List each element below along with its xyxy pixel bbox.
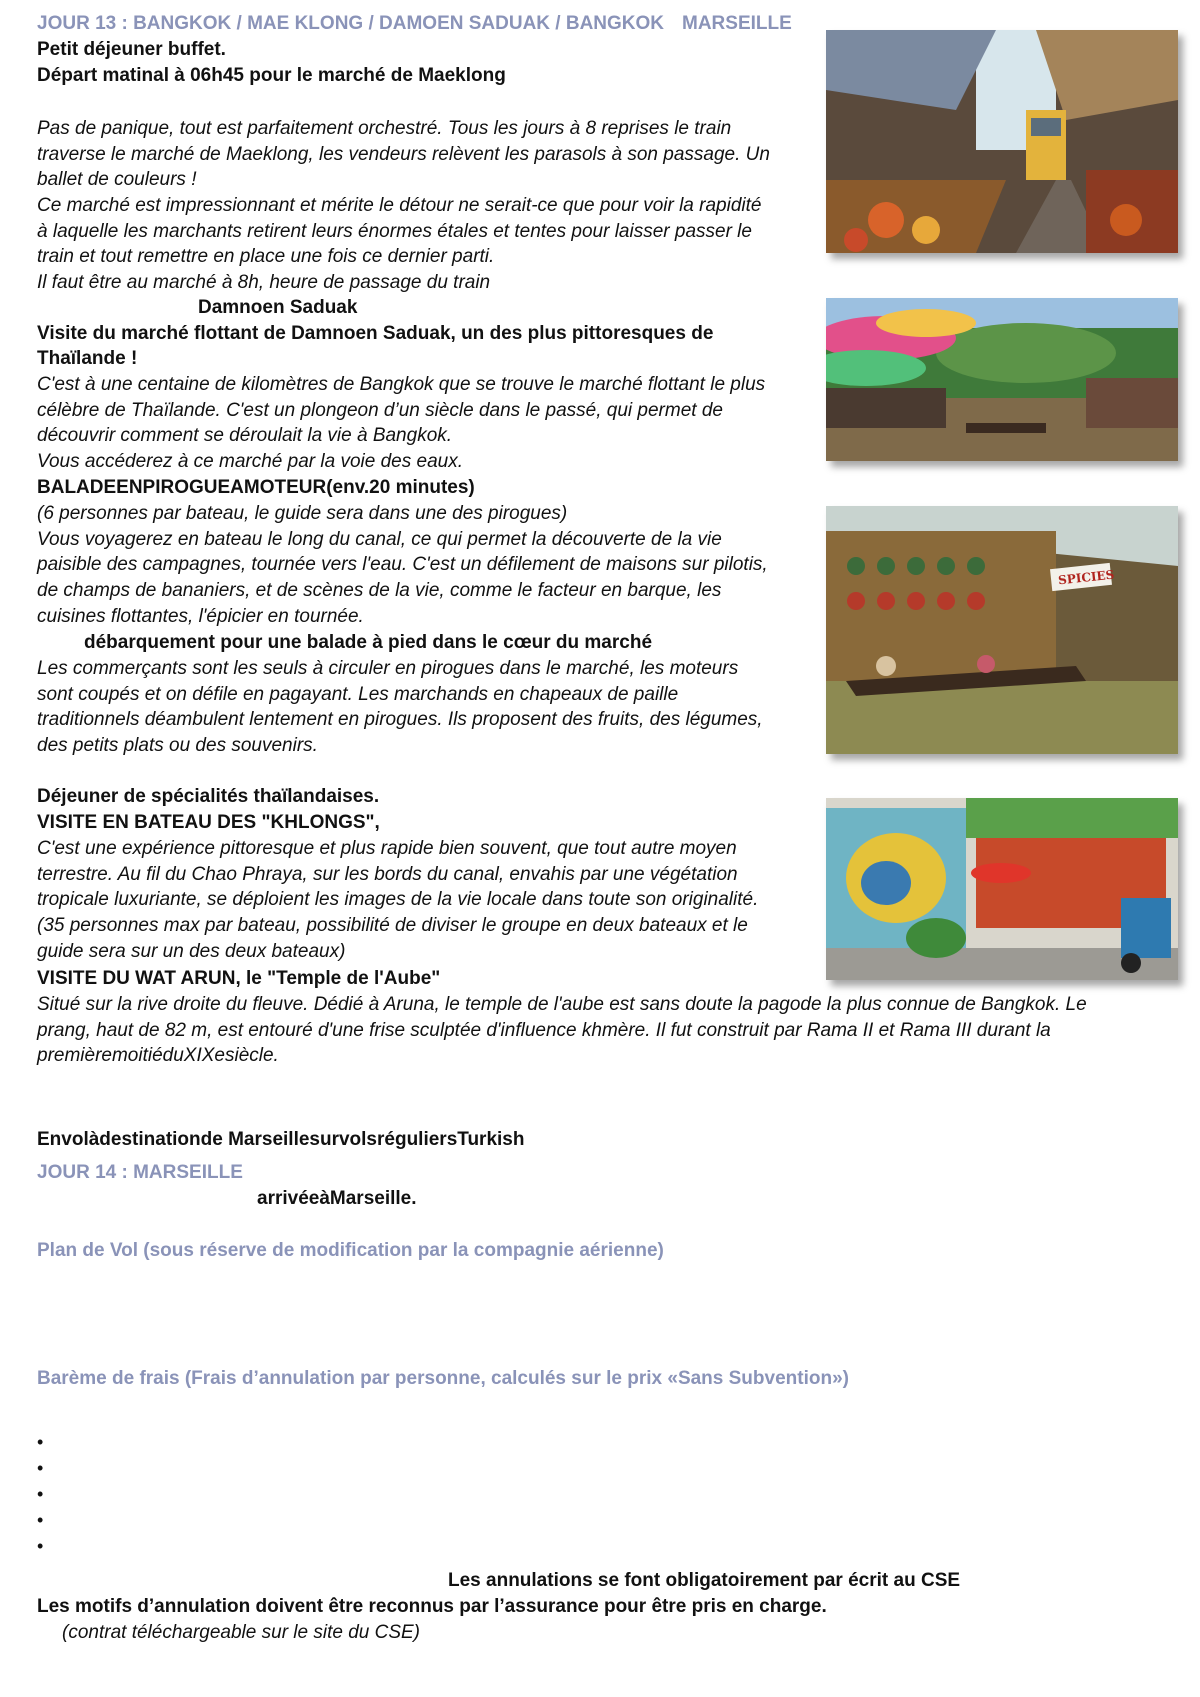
bullet-item: •	[37, 1484, 44, 1504]
bullet-item: •	[37, 1458, 44, 1478]
maeklong-line: ballet de couleurs !	[37, 169, 197, 191]
khlong-street-photo	[826, 798, 1178, 980]
cancellation-contract: (contrat téléchargeable sur le site du CSE)	[62, 1622, 421, 1643]
train-market-photo	[826, 30, 1178, 253]
floating-market-photo	[826, 298, 1178, 461]
maeklong-line: Il faut être au marché à 8h, heure de passage du train	[37, 272, 491, 294]
pirogue-paragraph	[37, 501, 768, 629]
landing-line: sont coupés et on défile en pagayant. Les marchands en chapeaux de paille	[37, 683, 679, 705]
maeklong-line: Pas de panique, tout est parfaitement orchestré. Tous les jours à 8 reprises le train	[37, 118, 732, 139]
arrival: arrivéeàMarseille.	[257, 1188, 417, 1209]
damnoen-heading: Damnoen Saduak	[198, 297, 358, 318]
pirogue-line: de champs de bananiers, et de scènes de la vie, comme le facteur en barque, les	[37, 580, 722, 602]
khlongs-line: (35 personnes max par bateau, possibilité de diviser le groupe en deux bateaux et le	[37, 915, 748, 937]
maeklong-line: traverse le marché de Maeklong, les vendeurs relèvent les parasols à son passage. Un	[37, 143, 770, 165]
pirogue-line: (6 personnes par bateau, le guide sera dans une des pirogues)	[37, 503, 568, 524]
khlong-street-illustration	[826, 798, 1178, 980]
floating-visit-heading-2: Thaïlande !	[37, 348, 138, 369]
khlongs-heading: VISITE EN BATEAU DES "KHLONGS",	[37, 812, 380, 833]
bullet-item: •	[37, 1510, 44, 1530]
landing-heading: débarquement pour une balade à pied dans le cœur du marché	[84, 632, 653, 653]
lunch: Déjeuner de spécialités thaïlandaises.	[37, 786, 380, 807]
cancellation-reasons: Les motifs d’annulation doivent être reconnus par l’assurance pour être pris en charge.	[37, 1596, 827, 1617]
day14-title: JOUR 14 : MARSEILLE	[37, 1162, 243, 1183]
spice-boats-photo	[826, 506, 1178, 754]
maeklong-line: à laquelle les marchants retirent leurs énormes étales et tentes pour laisser passer le	[37, 220, 752, 242]
landing-line: des petits plats ou des souvenirs.	[37, 735, 318, 757]
departure: Départ matinal à 06h45 pour le marché de Maeklong	[37, 65, 506, 86]
floating-line: découvrir comment se déroulait la vie à Bangkok.	[37, 425, 453, 447]
wat-line: premièremoitiéduXIXesiècle.	[37, 1045, 279, 1067]
khlongs-line: terrestre. Au fil du Chao Phraya, sur les bords du canal, envahis par une végétation	[37, 863, 738, 885]
floating-line: Vous accéderez à ce marché par la voie des eaux.	[37, 451, 463, 473]
wat-arun-paragraph	[37, 992, 1087, 1069]
train-market-illustration	[826, 30, 1178, 253]
khlongs-line: tropicale luxuriante, se déploient les images de la vie locale dans toute son originalité.	[37, 889, 759, 911]
floating-market-illustration	[826, 298, 1178, 461]
flight-departure: Envolàdestinationde MarseillesurvolsréguliersTurkish	[37, 1129, 525, 1150]
floating-visit-heading: Visite du marché flottant de Damnoen Saduak, un des plus pittoresques de	[37, 323, 714, 344]
landing-line: traditionnels déambulent lentement en pirogues. Ils proposent des fruits, des légumes,	[37, 709, 763, 731]
bullet-item: •	[37, 1536, 44, 1556]
floating-line: C'est à une centaine de kilomètres de Bangkok que se trouve le marché flottant le plus	[37, 374, 766, 395]
day13-title-city: MARSEILLE	[682, 13, 792, 34]
bullet-item: •	[37, 1432, 44, 1452]
pirogue-line: paisible des campagnes, tournée vers l'eau. C'est un défilement de maisons sur pilotis,	[37, 554, 768, 576]
flight-plan-heading: Plan de Vol (sous réserve de modification par la compagnie aérienne)	[37, 1240, 664, 1261]
maeklong-line: train et tout remettre en place une fois ce dernier parti.	[37, 246, 495, 268]
khlongs-paragraph	[37, 836, 758, 964]
breakfast: Petit déjeuner buffet.	[37, 39, 226, 60]
landing-line: Les commerçants sont les seuls à circuler en pirogues dans le marché, les moteurs	[37, 658, 739, 679]
cancellation-notice: Les annulations se font obligatoirement par écrit au CSE	[448, 1570, 961, 1591]
khlongs-line: C'est une expérience pittoresque et plus rapide bien souvent, que tout autre moyen	[37, 838, 737, 859]
wat-arun-heading: VISITE DU WAT ARUN, le "Temple de l'Aube"	[37, 968, 441, 989]
floating-paragraph	[37, 372, 765, 475]
fees-heading: Barème de frais (Frais d’annulation par personne, calculés sur le prix «Sans Subvention»)	[37, 1368, 849, 1389]
maeklong-paragraph	[37, 116, 770, 296]
pirogue-line: Vous voyagerez en bateau le long du canal, ce qui permet la découverte de la vie	[37, 528, 722, 550]
pirogue-heading: BALADEENPIROGUEAMOTEUR(env.20 minutes)	[37, 477, 475, 498]
spice-boats-illustration	[826, 506, 1178, 754]
pirogue-line: cuisines flottantes, l'épicier en tournée.	[37, 605, 364, 627]
khlongs-line: guide sera sur un des deux bateaux)	[37, 940, 346, 962]
floating-line: célèbre de Thaïlande. C'est un plongeon d’un siècle dans le passé, qui permet de	[37, 399, 723, 421]
day13-title: JOUR 13 : BANGKOK / MAE KLONG / DAMOEN SADUAK / BANGKOK	[37, 13, 665, 34]
maeklong-line: Ce marché est impressionnant et mérite le détour ne serait-ce que pour voir la rapidité	[37, 195, 762, 217]
wat-line: prang, haut de 82 m, est entouré d'une frise sculptée d'influence khmère. Il fut construit par Rama II et Rama III durant la	[37, 1019, 1051, 1041]
landing-paragraph	[37, 656, 763, 759]
spices-sign: SPICIES	[1057, 567, 1115, 588]
wat-line: Situé sur la rive droite du fleuve. Dédié à Aruna, le temple de l'aube est sans doute la pagode la plus connue de Bangkok. Le	[37, 994, 1087, 1015]
